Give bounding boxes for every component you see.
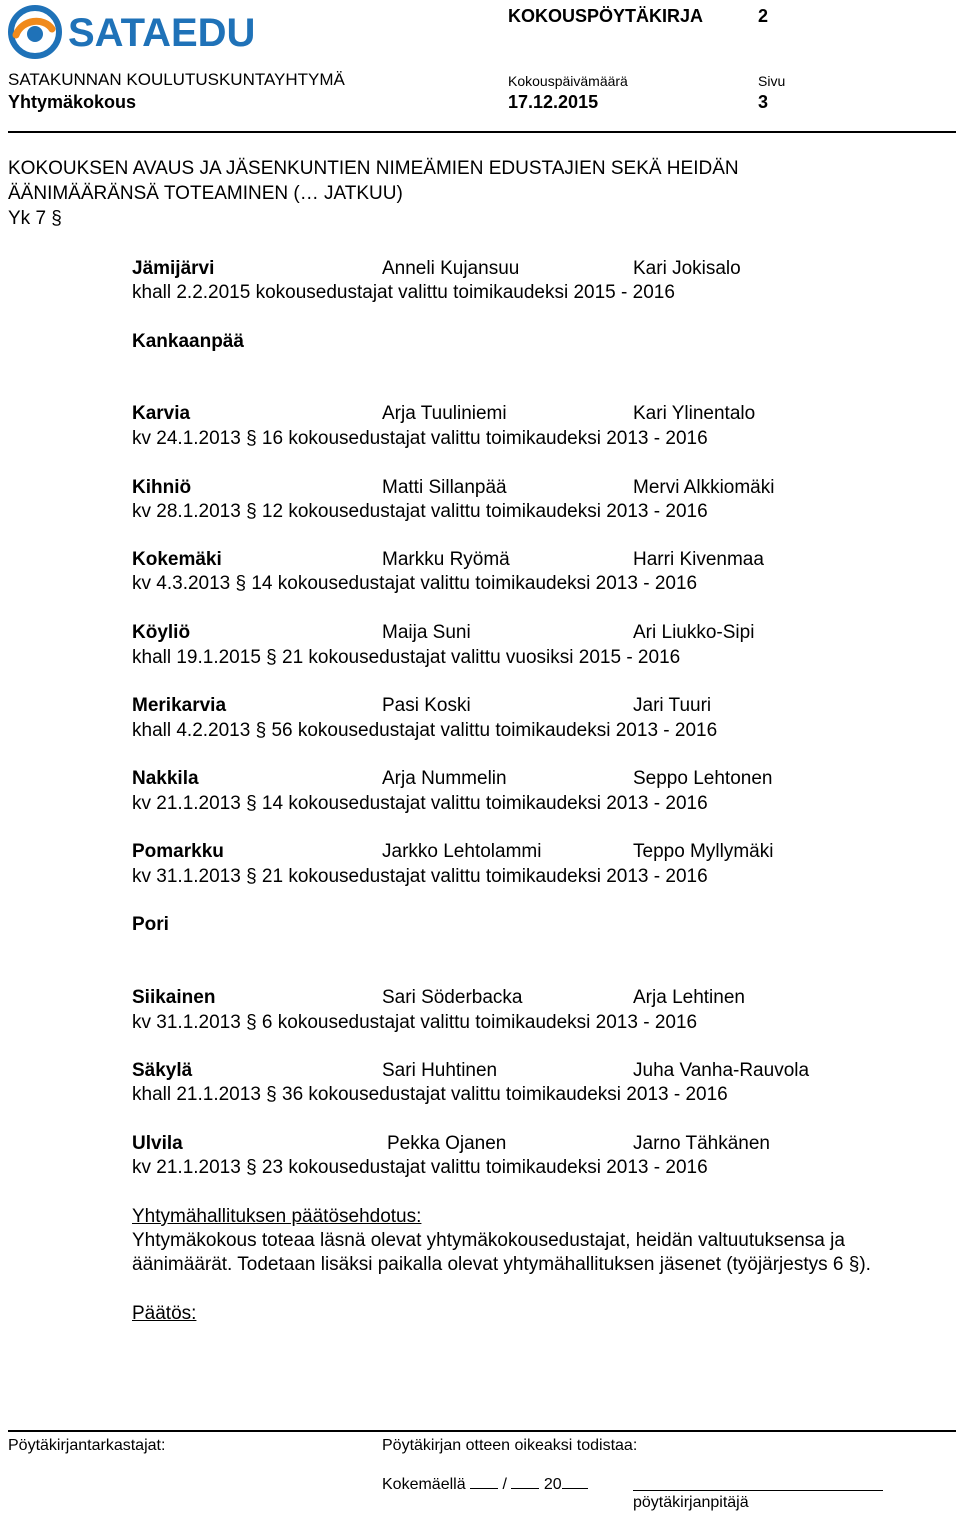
year-blank (562, 1474, 588, 1489)
municipality-name: Kihniö (132, 477, 192, 498)
deputy-name: Jari Tuuri (633, 695, 712, 716)
municipality-name: Köyliö (132, 622, 191, 643)
section-title-line2: ÄÄNIMÄÄRÄNSÄ TOTEAMINEN (… JATKUU) (8, 183, 403, 204)
municipality-name: Pomarkku (132, 841, 224, 862)
slash-text: / (502, 1476, 507, 1493)
organization-name: SATAKUNNAN KOULUTUSKUNTAYHTYMÄ (8, 70, 345, 89)
election-note: kv 31.1.2013 § 21 kokousedustajat valittu toimikaudeksi 2013 - 2016 (132, 866, 708, 887)
deputy-name: Kari Jokisalo (633, 258, 741, 279)
deputy-name: Mervi Alkkiomäki (633, 477, 775, 498)
election-note: khall 21.1.2013 § 36 kokousedustajat valittu toimikaudeksi 2013 - 2016 (132, 1084, 728, 1105)
municipality-name: Karvia (132, 403, 191, 424)
date-label: Kokouspäivämäärä (508, 73, 628, 89)
document-number: 2 (758, 6, 769, 26)
municipality-name: Merikarvia (132, 695, 227, 716)
signature-line (382, 1474, 588, 1494)
representative-name: Anneli Kujansuu (382, 258, 520, 279)
meeting-name: Yhtymäkokous (8, 92, 137, 112)
election-note: kv 28.1.2013 § 12 kokousedustajat valittu toimikaudeksi 2013 - 2016 (132, 501, 708, 522)
representative-name: Arja Nummelin (382, 768, 507, 789)
deputy-name: Arja Lehtinen (633, 987, 745, 1008)
page-number: 3 (758, 92, 769, 112)
proposal-heading: Yhtymähallituksen päätösehdotus: (132, 1206, 422, 1227)
deputy-name: Jarno Tähkänen (633, 1133, 770, 1154)
deputy-name: Harri Kivenmaa (633, 549, 764, 570)
deputy-name: Seppo Lehtonen (633, 768, 773, 789)
document-type: KOKOUSPÖYTÄKIRJA (508, 6, 704, 26)
item-number: Yk 7 § (8, 208, 62, 229)
municipality-name: Kankaanpää (132, 331, 244, 352)
municipality-name: Säkylä (132, 1060, 193, 1081)
municipality-name: Jämijärvi (132, 258, 215, 279)
election-note: kv 21.1.2013 § 23 kokousedustajat valittu toimikaudeksi 2013 - 2016 (132, 1157, 708, 1178)
municipality-name: Kokemäki (132, 549, 222, 570)
signature-blank-line (633, 1490, 883, 1491)
election-note: kv 21.1.2013 § 14 kokousedustajat valittu toimikaudeksi 2013 - 2016 (132, 793, 708, 814)
footer-divider (8, 1430, 956, 1432)
keeper-label: pöytäkirjanpitäjä (633, 1494, 749, 1511)
representative-name: Sari Söderbacka (382, 987, 523, 1008)
checkers-label: Pöytäkirjantarkastajat: (8, 1437, 166, 1454)
header-divider (8, 131, 956, 133)
municipality-name: Nakkila (132, 768, 199, 789)
election-note: khall 4.2.2013 § 56 kokousedustajat valittu toimikaudeksi 2013 - 2016 (132, 720, 718, 741)
election-note: khall 19.1.2015 § 21 kokousedustajat valittu vuosiksi 2015 - 2016 (132, 647, 681, 668)
representative-name: Maija Suni (382, 622, 471, 643)
representative-name: Matti Sillanpää (382, 477, 507, 498)
day-blank (470, 1474, 498, 1489)
decision-heading: Päätös: (132, 1303, 197, 1324)
election-note: kv 4.3.2013 § 14 kokousedustajat valittu toimikaudeksi 2013 - 2016 (132, 573, 698, 594)
proposal-text-line1: Yhtymäkokous toteaa läsnä olevat yhtymäkokousedustajat, heidän valtuutuksensa ja (132, 1230, 845, 1251)
municipality-name: Pori (132, 914, 169, 935)
deputy-name: Teppo Myllymäki (633, 841, 774, 862)
representative-name: Pasi Koski (382, 695, 471, 716)
page-label: Sivu (758, 73, 786, 89)
place-text: Kokemäellä (382, 1476, 466, 1493)
deputy-name: Juha Vanha-Rauvola (633, 1060, 810, 1081)
logo-text: SATAEDU (68, 11, 256, 55)
election-note: kv 24.1.2013 § 16 kokousedustajat valittu toimikaudeksi 2013 - 2016 (132, 428, 708, 449)
meeting-date: 17.12.2015 (508, 92, 599, 112)
year-prefix: 20 (543, 1476, 562, 1493)
representative-name: Jarkko Lehtolammi (382, 841, 542, 862)
deputy-name: Kari Ylinentalo (633, 403, 756, 424)
election-note: kv 31.1.2013 § 6 kokousedustajat valittu toimikaudeksi 2013 - 2016 (132, 1012, 698, 1033)
representative-name: Pekka Ojanen (387, 1133, 507, 1154)
sataedu-logo (8, 5, 256, 63)
representative-name: Markku Ryömä (382, 549, 510, 570)
sataedu-swirl-icon (8, 5, 64, 61)
municipality-name: Ulvila (132, 1133, 183, 1154)
section-title-line1: KOKOUKSEN AVAUS JA JÄSENKUNTIEN NIMEÄMIEN EDUSTAJIEN SEKÄ HEIDÄN (8, 158, 739, 179)
month-blank (511, 1474, 539, 1489)
representative-name: Arja Tuuliniemi (382, 403, 507, 424)
proposal-text-line2: äänimäärät. Todetaan lisäksi paikalla olevat yhtymähallituksen jäsenet (työjärjestys 6 §). (132, 1254, 871, 1275)
election-note: khall 2.2.2015 kokousedustajat valittu toimikaudeksi 2015 - 2016 (132, 282, 675, 303)
certified-label: Pöytäkirjan otteen oikeaksi todistaa: (382, 1437, 638, 1454)
representative-name: Sari Huhtinen (382, 1060, 498, 1081)
deputy-name: Ari Liukko-Sipi (633, 622, 755, 643)
municipality-name: Siikainen (132, 987, 216, 1008)
